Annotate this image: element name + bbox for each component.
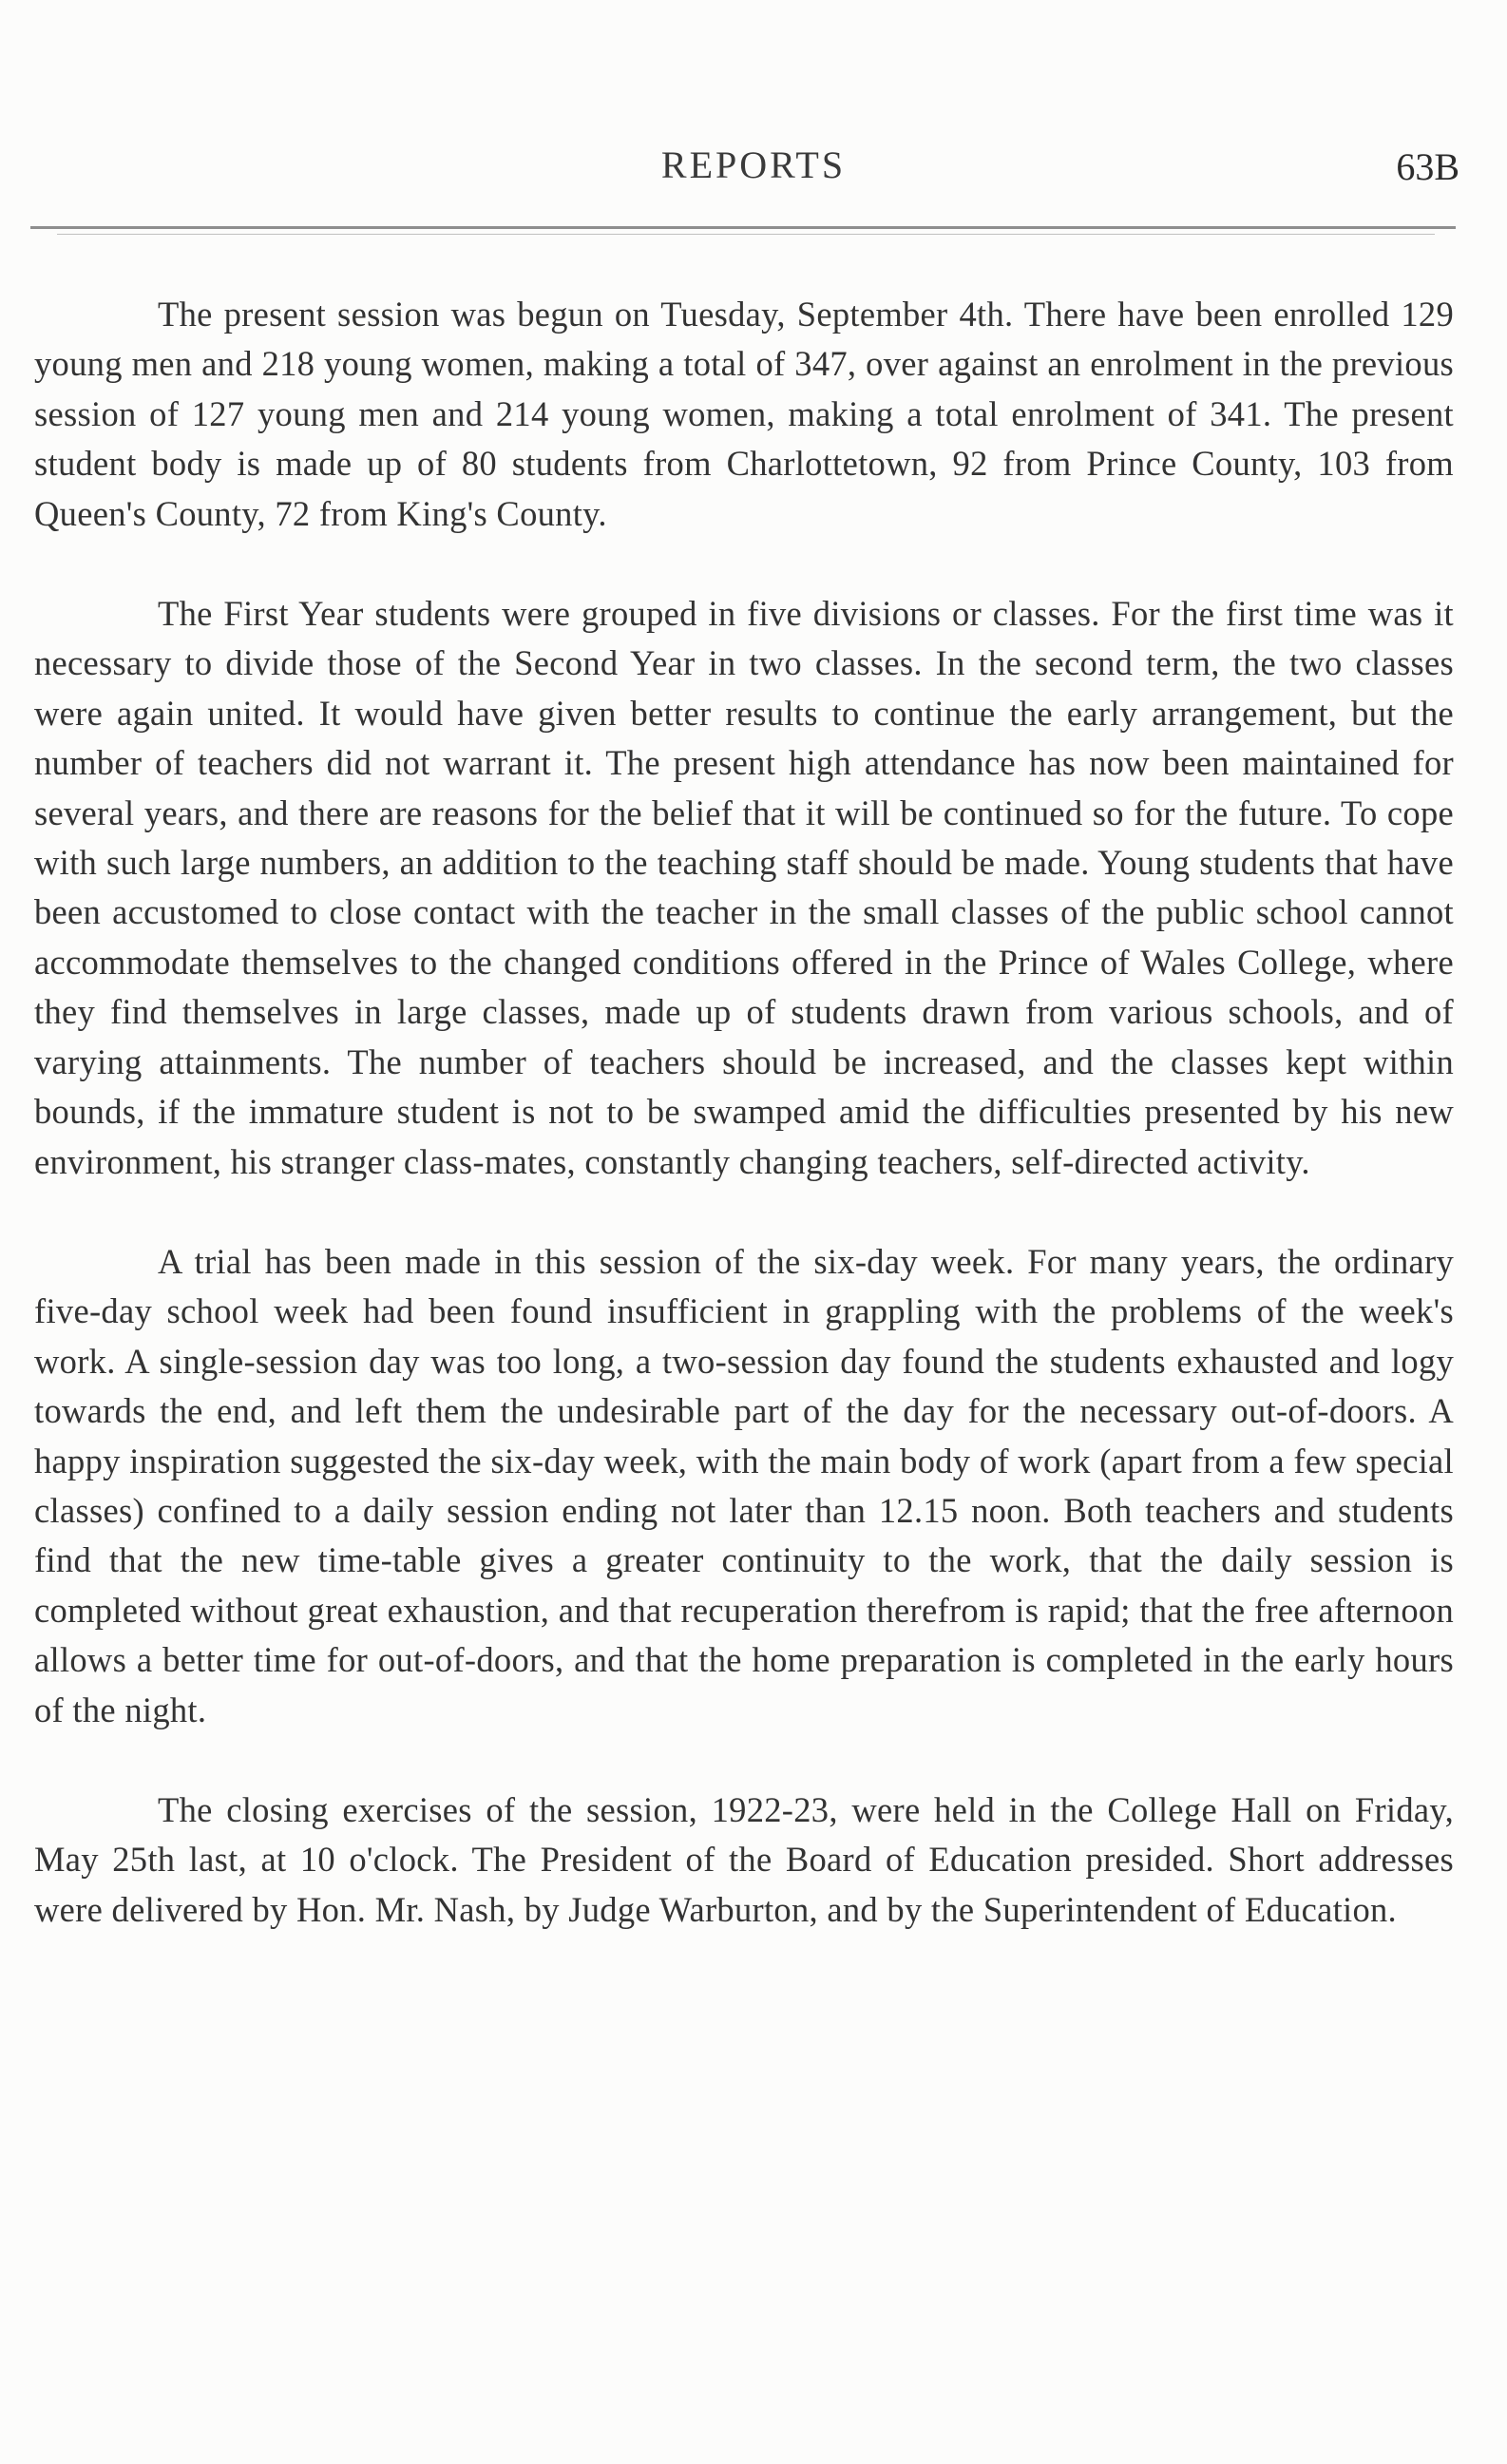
paragraph-closing-exercises: The closing exercises of the session, 1922-23, were held in the College Hall on Friday, May 25th last, at 10 o'clock. The President of the Board of Education presided. Short addresses were delivered by Hon. Mr. Nash, by Judge Warburton, and by the Superintendent of Education. [34, 1789, 1454, 1929]
running-head [0, 143, 1507, 200]
report-body [34, 290, 1454, 1985]
header-rule-secondary [57, 234, 1435, 235]
paragraph-classes: The First Year students were grouped in five divisions or classes. For the first time was it necessary to divide those of the Second Year in two classes. In the second term, the two classes were again united. It would have given better results to continue the early arrangement, but the number of teachers did not warrant it. The present high attendance has now been maintained for several years, and there are reasons for the belief that it will be continued so for the future. To cope with such large numbers, an addition to the teaching staff should be made. Young students that have been accustomed to close contact with the teacher in the small classes of the public school cannot accommodate themselves to the changed conditions offered in the Prince of Wales College, where they find themselves in large classes, made up of students drawn from various schools, and of varying attainments. The number of teachers should be increased, and the classes kept within bounds, if the immature student is not to be swamped amid the difficulties presented by his new environment, his stranger class-mates, constantly changing teachers, self-directed activity. [34, 594, 1454, 1181]
header-rule [30, 226, 1456, 229]
paragraph-enrolment: The present session was begun on Tuesday, September 4th. There have been enrolled 129 young men and 218 young women, making a total of 347, over against an enrolment in the previous session of 127 young men and 214 young women, making a total enrolment of 341. The present student body is made up of 80 students from Charlottetown, 92 from Prince County, 103 from Queen's County, 72 from King's County. [34, 295, 1454, 533]
paragraph-six-day-week: A trial has been made in this session of the six-day week. For many years, the ordinary five-day school week had been found insufficient in grappling with the problems of the week's work. A single-session day was too long, a two-session day found the students exhausted and logy towards the end, and left them the undesirable part of the day for the necessary out-of-doors. A happy inspiration suggested the six-day week, with the main body of work (apart from a few special classes) confined to a daily session ending not later than 12.15 noon. Both teachers and students find that the new time-table gives a greater continuity to the work, that the daily session is completed without great exhaustion, and that recuperation therefrom is rapid; that the free afternoon allows a better time for out-of-doors, and that the home preparation is completed in the early hours of the night. [34, 1241, 1454, 1729]
page-number: 63B [1396, 145, 1459, 188]
page-header-title: REPORTS [660, 143, 847, 186]
